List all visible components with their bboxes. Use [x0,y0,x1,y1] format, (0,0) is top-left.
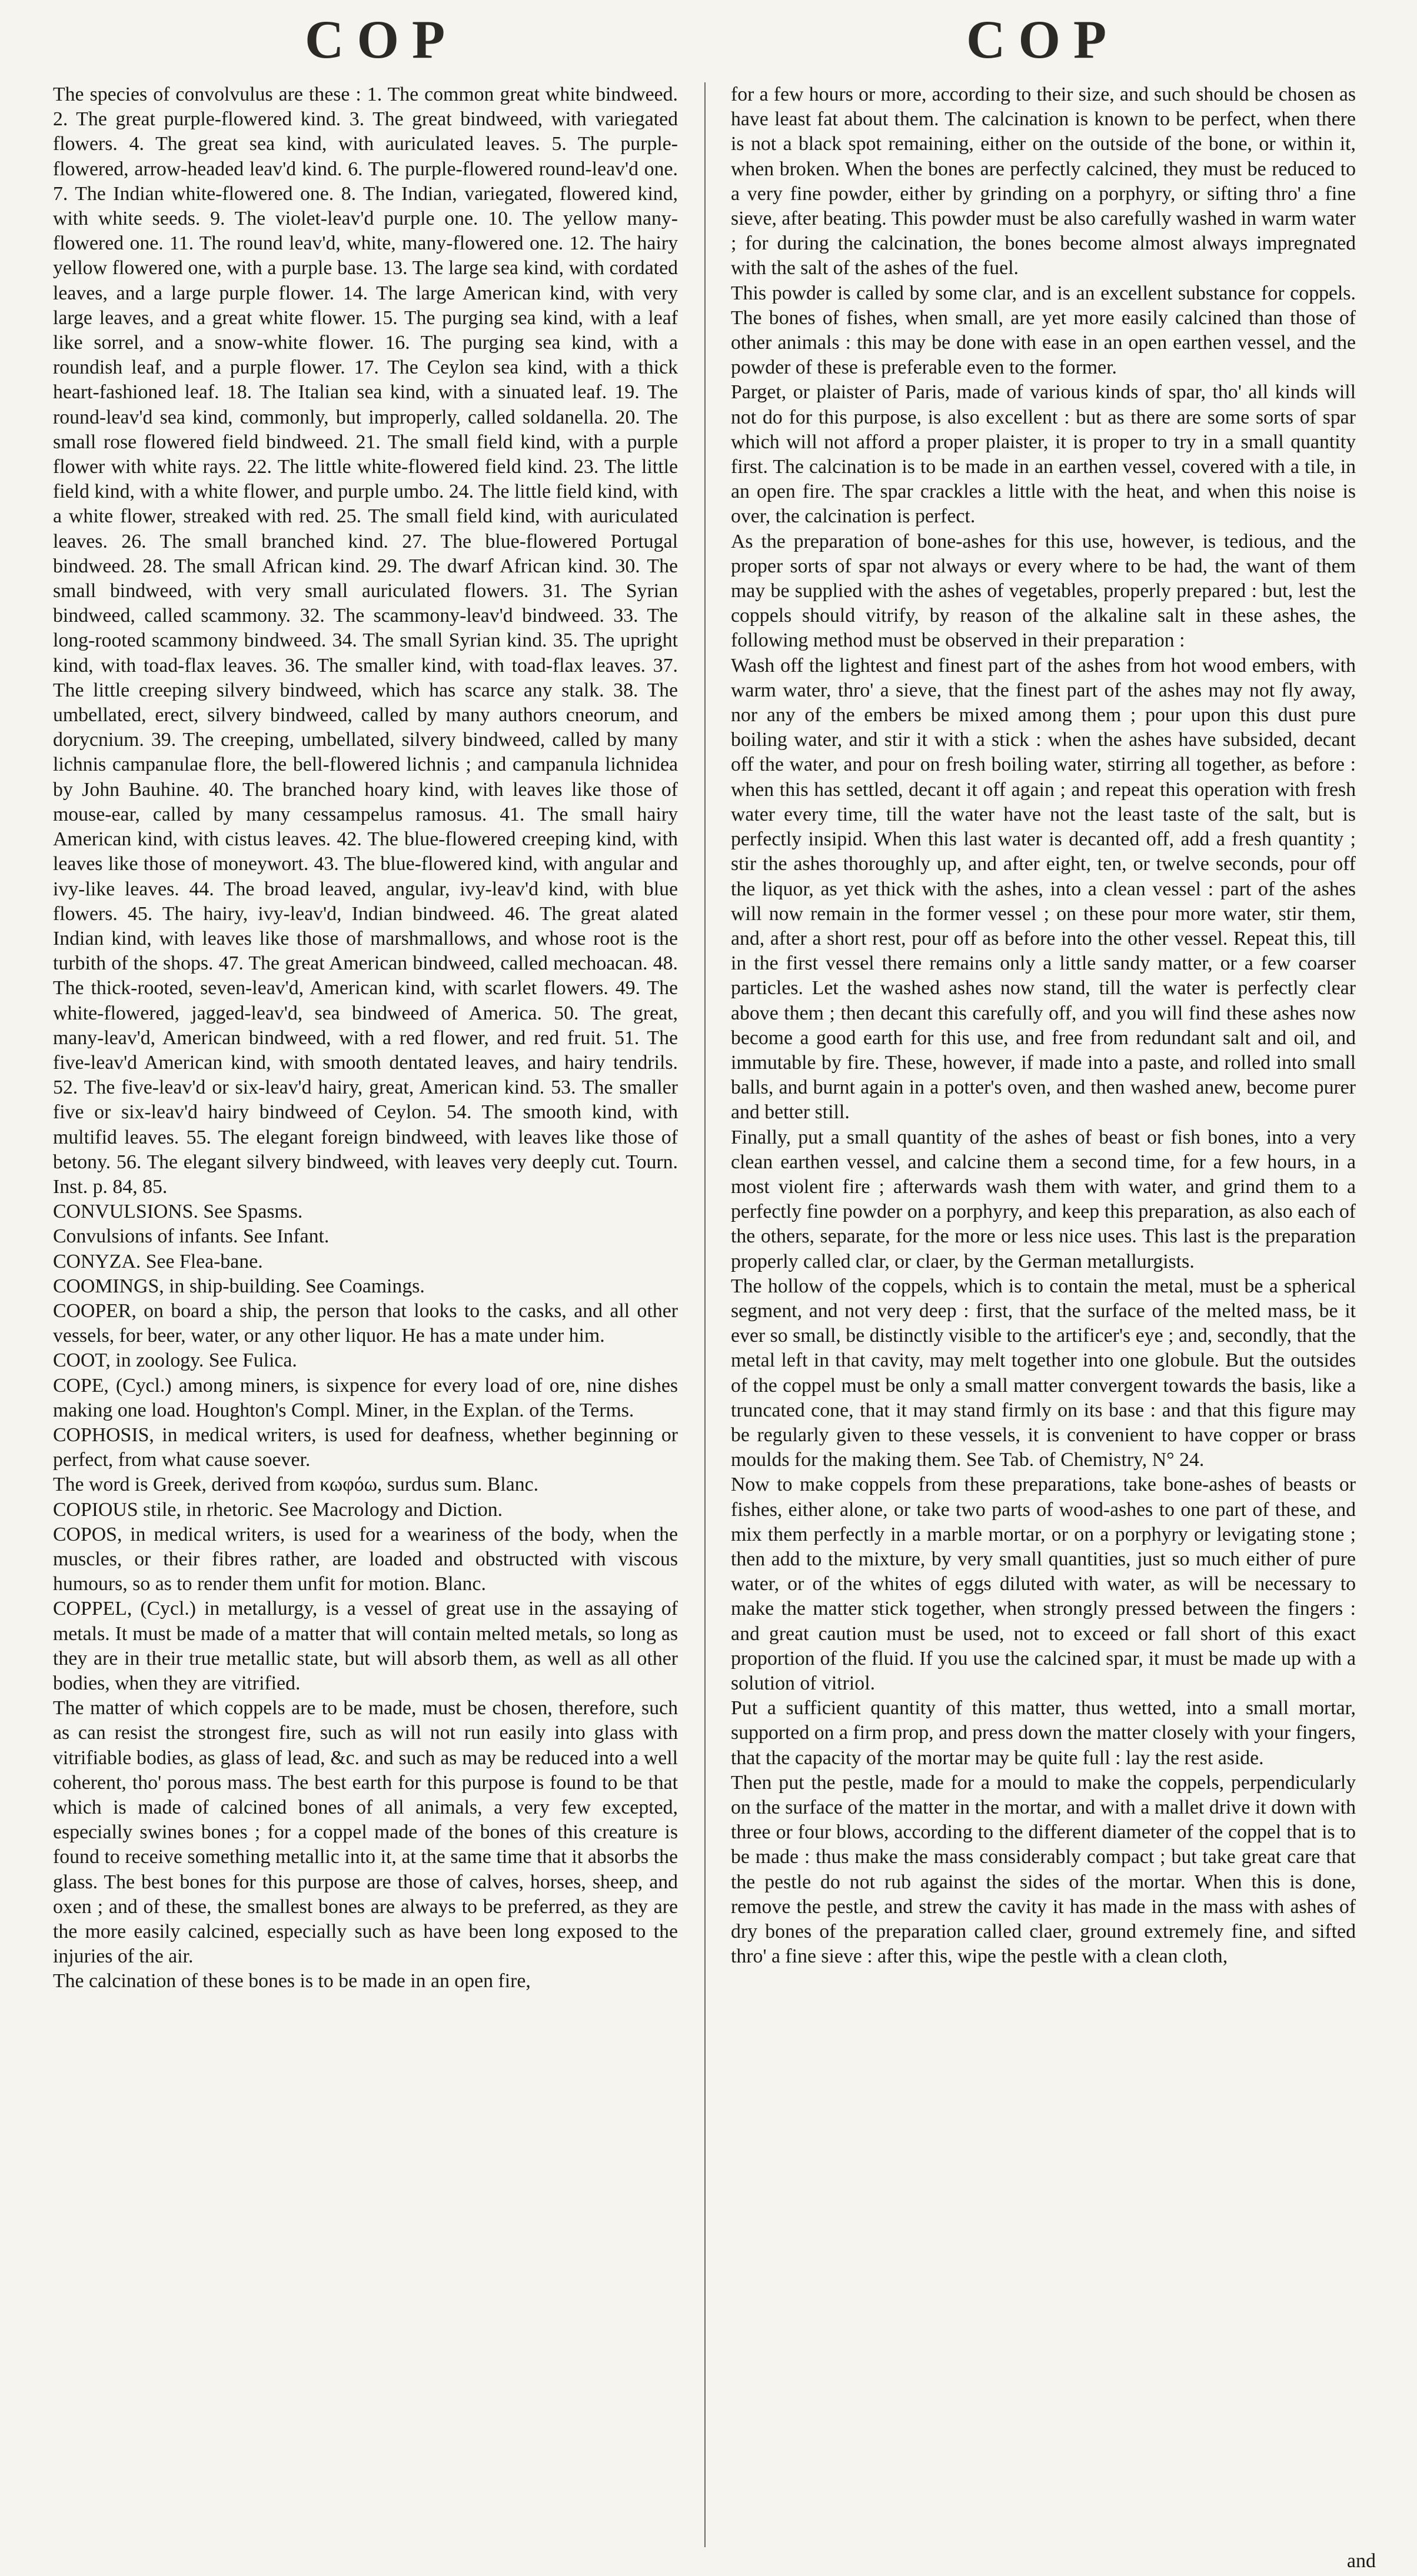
paragraph: COPIOUS stile, in rhetoric. See Macrology and Diction. [53,1498,503,1521]
paragraph: Wash off the lightest and finest part of the ashes from hot wood embers, with warm water, thro' a sieve, that the finest part of the ashes may not fly away, nor any of the embers be mixed among them ; pour upon this dust pure boiling water, and stir it with a stick : when the ashes have subsided, decant off the water, and pour on fresh boiling water, stirring all together, as before : when this has settled, decant it off again ; and repeat this operation with fresh water every time, till the water have not the least taste of the salt, but is perfectly insipid. When this last water is decanted off, add a fresh quantity ; stir the ashes thoroughly up, and after eight, ten, or twelve seconds, pour off the liquor, as yet thick with the ashes, into a clean vessel : part of the ashes will now remain in the former vessel ; on these pour more water, stir them, and, after a short rest, pour off as before into the other vessel. Repeat this, till in the first vessel there remains only a little sandy matter, or a few coarser particles. Let the washed ashes now stand, till the water is perfectly clear above them ; then decant this carefully off, and you will find these ashes now become a good earth for this use, and free from redundant salt and oil, and immutable by fire. These, however, if made into a paste, and rolled into small balls, and burnt again in a potter's oven, and then washed anew, become purer and better still. [731,654,1356,1124]
paragraph: Put a sufficient quantity of this matter, thus wetted, into a small mortar, supported on a firm prop, and press down the matter closely with your fingers, that the capacity of the mortar may be quite full : lay the rest aside. [731,1697,1356,1769]
paragraph: Convulsions of infants. See Infant. [53,1225,330,1248]
paragraph: The matter of which coppels are to be made, must be chosen, therefore, such as can resist the strongest fire, such as will not run easily into glass with vitrifiable bodies, as glass of lead, &c. and such as may be reduced into a well coherent, tho' porous mass. The best earth for this purpose is found to be that which is made of calcined bones of all animals, a very few excepted, especially swines bones ; for a coppel made of the bones of this creature is found to receive something metallic into it, at the same time that it absorbs the glass. The best bones for this purpose are those of calves, horses, sheep, and oxen ; and of these, the smallest bones are always to be preferred, as they are the more easily calcined, especially such as have been long exposed to the injuries of the air. [53,1697,678,1968]
paragraph: CONVULSIONS. See Spasms. [53,1201,303,1223]
right-column [731,82,1356,1969]
paragraph: The hollow of the coppels, which is to contain the metal, must be a spherical segment, and not very deep : first, that the surface of the melted mass, be it ever so small, be distinctly visible to the artificer's eye ; and, secondly, that the metal left in that cavity, may melt together into one globule. But the outsides of the coppel must be only a small matter convergent towards the basis, like a truncated cone, that it may stand firmly on its base : and that this figure may be regularly given to these vessels, it is convenient to have copper or brass moulds for the making them. See Tab. of Chemistry, N° 24. [731,1275,1356,1471]
paragraph: COPOS, in medical writers, is used for a weariness of the body, when the muscles, or their fibres rather, are loaded and obstructed with viscous humours, so as to render them unfit for motion. Blanc. [53,1523,678,1595]
paragraph: The species of convolvulus are these : 1. The common great white bindweed. 2. The great purple-flowered kind. 3. The great bindweed, with variegated flowers. 4. The great sea kind, with auriculated leaves. 5. The purple-flowered, arrow-headed leav'd kind. 6. The purple-flowered round-leav'd one. 7. The Indian white-flowered one. 8. The Indian, variegated, flowered kind, with white seeds. 9. The violet-leav'd purple one. 10. The yellow many-flowered one. 11. The round leav'd, white, many-flowered one. 12. The hairy yellow flowered one, with a purple base. 13. The large sea kind, with cordated leaves, and a large purple flower. 14. The large American kind, with very large leaves, and a great white flower. 15. The purging sea kind, with a leaf like sorrel, and a snow-white flower. 16. The purging sea kind, with a roundish leaf, and a purple flower. 17. The Ceylon sea kind, with a thick heart-fashioned leaf. 18. The Italian sea kind, with a sinuated leaf. 19. The round-leav'd sea kind, commonly, but improperly, called soldanella. 20. The small rose flowered field bindweed. 21. The small field kind, with a purple flower with white rays. 22. The little white-flowered field kind. 23. The little field kind, with a white flower, and purple umbo. 24. The little field kind, with a white flower, streaked with red. 25. The small field kind, with auriculated leaves. 26. The small branched kind. 27. The blue-flowered Portugal bindweed. 28. The small African kind. 29. The dwarf African kind. 30. The small bindweed, with very small auriculated flowers. 31. The Syrian bindweed, called scammony. 32. The scammony-leav'd bindweed. 33. The long-rooted scammony bindweed. 34. The small Syrian kind. 35. The upright kind, with toad-flax leaves. 36. The smaller kind, with toad-flax leaves. 37. The little creeping silvery bindweed, which has scarce any stalk. 38. The umbellated, erect, silvery bindweed, called by many authors cneorum, and dorycnium. 39. The creeping, umbellated, silvery bindweed, called by many lichnis campanulae flore, the bell-flowered lichnis ; and campanula lichnidea by John Bauhine. 40. The branched hoary kind, with leaves like those of mouse-ear, called by many cessampelus ramosus. 41. The small hairy American kind, with cistus leaves. 42. The blue-flowered creeping kind, with leaves like those of moneywort. 43. The blue-flowered kind, with angular and ivy-like leaves. 44. The broad leaved, angular, ivy-leav'd kind, with blue flowers. 45. The hairy, ivy-leav'd, Indian bindweed. 46. The great alated Indian kind, with leaves like those of marshmallows, and whose root is the turbith of the shops. 47. The great American bindweed, called mechoacan. 48. The thick-rooted, seven-leav'd, American kind, with scarlet flowers. 49. The white-flowered, jagged-leav'd, sea bindweed of America. 50. The great, many-leav'd, American bindweed, with a red flower, and red fruit. 51. The five-leav'd American kind, with smooth dentated leaves, and hairy tendrils. 52. The five-leav'd or six-leav'd hairy, great, American kind. 53. The smaller five or six-leav'd hairy bindweed of Ceylon. 54. The smooth kind, with multifid leaves. 55. The elegant foreign bindweed, with leaves like those of betony. 56. The elegant silvery bindweed, with leaves very deeply cut. Tourn. Inst. p. 84, 85. [53,84,678,1198]
column-divider [704,82,706,2547]
paragraph: Then put the pestle, made for a mould to make the coppels, perpendicularly on the surface of the matter in the mortar, and with a mallet drive it down with three or four blows, according to the different diameter of the coppel that is to be made : thus make the mass considerably compact ; but take great care that the pestle do not rub against the sides of the mortar. When this is done, remove the pestle, and strew the cavity it has made in the mass with ashes of dry bones of the preparation called claer, ground extremely fine, and sifted thro' a fine sieve : after this, wipe the pestle with a clean cloth, [731,1771,1356,1968]
paragraph: This powder is called by some clar, and is an excellent substance for coppels. The bones of fishes, when small, are yet more easily calcined than those of other animals : this may be done with ease in an open earthen vessel, and the powder of these is preferable even to the former. [731,282,1356,379]
paragraph: COOMINGS, in ship-building. See Coamings. [53,1275,425,1297]
paragraph: As the preparation of bone-ashes for this use, however, is tedious, and the proper sorts of spar not always or every where to be had, the want of them may be supplied with the ashes of vegetables, properly prepared : but, lest the coppels should vitrify, by reason of the alkaline salt in these ashes, the following method must be observed in their preparation : [731,530,1356,652]
paragraph: The word is Greek, derived from κωφόω, surdus sum. Blanc. [53,1474,539,1496]
running-head-left: COP [305,9,458,69]
catchword: and [1346,2550,1376,2572]
paragraph: CONYZA. See Flea-bane. [53,1250,263,1272]
paragraph: COOPER, on board a ship, the person that looks to the casks, and all other vessels, for beer, water, or any other liquor. He has a mate under him. [53,1299,678,1347]
left-column [53,82,678,1994]
running-head-right: COP [966,9,1120,69]
paragraph: COOT, in zoology. See Fulica. [53,1349,297,1372]
paragraph: Finally, put a small quantity of the ashes of beast or fish bones, into a very clean earthen vessel, and calcine them a second time, for a few hours, in a most violent fire ; afterwards wash them with water, and grind them to a perfectly fine powder on a porphyry, and keep this preparation, as also each of the others, separate, for the more or less nice uses. This last is the preparation properly called clar, or claer, by the German metallurgists. [731,1126,1356,1272]
paragraph: COPHOSIS, in medical writers, is used for deafness, whether beginning or perfect, from what cause soever. [53,1424,678,1471]
paragraph: The calcination of these bones is to be made in an open fire, [53,1970,531,1992]
paragraph: Parget, or plaister of Paris, made of various kinds of spar, tho' all kinds will not do for this purpose, is also excellent : but as there are some sorts of spar which will not afford a proper plaister, it is proper to try in a small quantity first. The calcination is to be made in an earthen vessel, covered with a tile, in an open fire. The spar crackles a little with the heat, and when this noise is over, the calcination is perfect. [731,381,1356,528]
paragraph: COPE, (Cycl.) among miners, is sixpence for every load of ore, nine dishes making one load. Houghton's Compl. Miner, in the Explan. of the Terms. [53,1374,678,1421]
paragraph: for a few hours or more, according to their size, and such should be chosen as have least fat about them. The calcination is known to be perfect, when there is not a black spot remaining, either on the outside of the bone, or within it, when broken. When the bones are perfectly calcined, they must be reduced to a very fine powder, either by grinding on a porphyry, or sifting thro' a fine sieve, after beating. This powder must be also carefully washed in warm water ; for during the calcination, the bones become almost always impregnated with the salt of the ashes of the fuel. [731,84,1356,279]
paragraph: Now to make coppels from these preparations, take bone-ashes of beasts or fishes, either alone, or take two parts of wood-ashes to one part of these, and mix them perfectly in a marble mortar, or on a porphyry or levigating stone ; then add to the mixture, by very small quantities, just so much either of pure water, or of the whites of eggs diluted with water, as will be necessary to make the matter stick together, when strongly pressed between the fingers : and great caution must be used, not to exceed or fall short of this exact proportion of the fluid. If you use the calcined spar, it must be made up with a solution of vitriol. [731,1474,1356,1694]
paragraph: COPPEL, (Cycl.) in metallurgy, is a vessel of great use in the assaying of metals. It must be made of a matter that will contain melted metals, so long as they are in their true metallic state, but will absorb them, as well as all other bodies, when they are vitrified. [53,1598,678,1694]
